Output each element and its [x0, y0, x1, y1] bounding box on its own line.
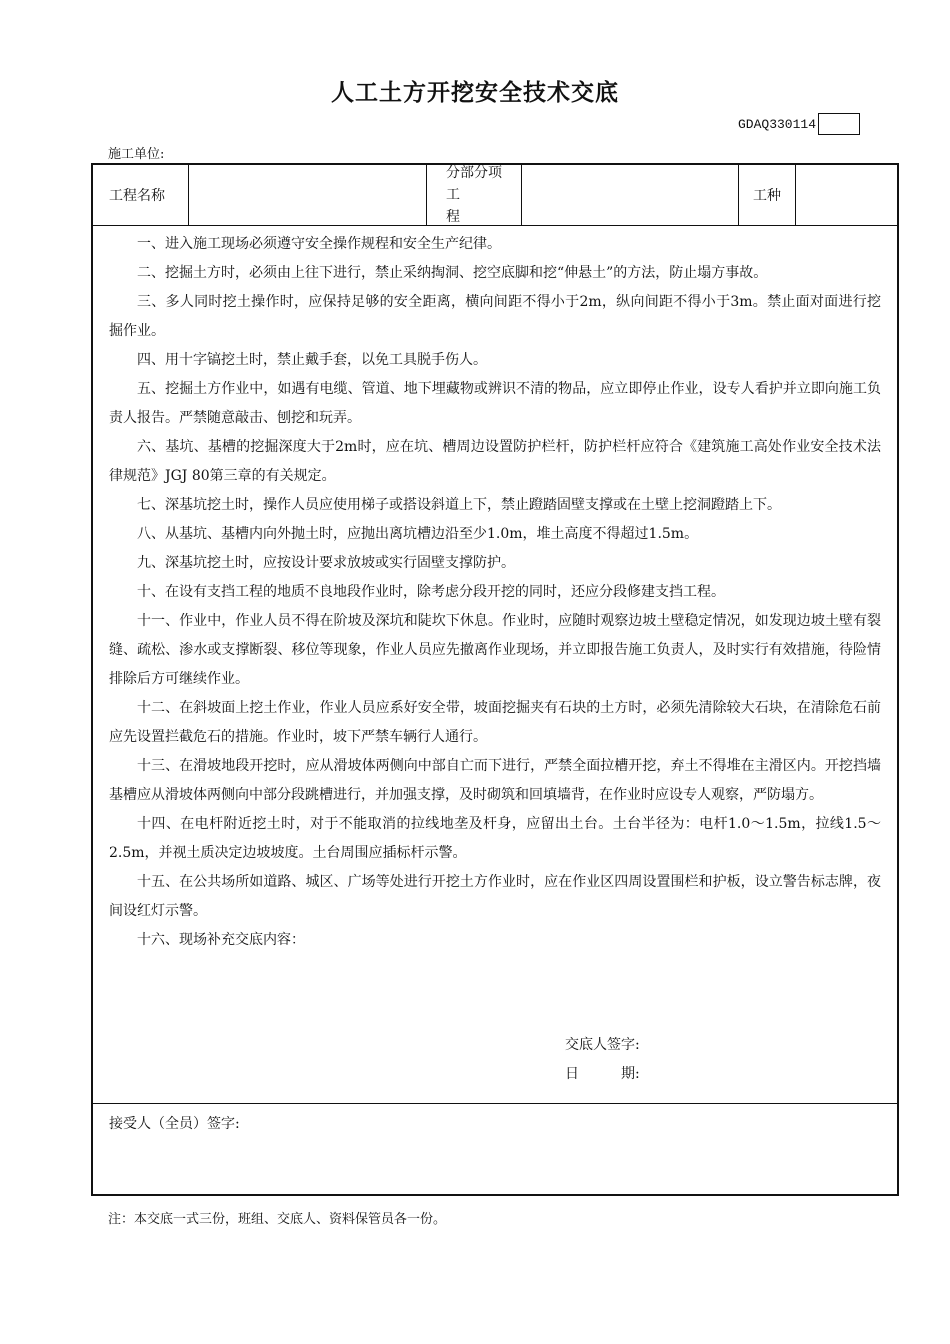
sub-project-label-line2: 工程 [446, 187, 487, 225]
disclosure-item-6: 六、基坑、基槽的挖掘深度大于2m时，应在坑、槽周边设置防护栏杆，防护栏杆应符合《建筑施工高处作业安全技术法律规范》JGJ 80第三章的有关规定。 [109, 439, 881, 484]
document-title: 人工土方开挖安全技术交底 [331, 80, 619, 106]
disclosure-item-4: 四、用十字镐挖土时，禁止戴手套，以免工具脱手伤人。 [137, 352, 487, 368]
sub-project-label-line1: 分部分项 [446, 165, 502, 181]
disclosure-item-8: 八、从基坑、基槽内向外抛土时，应抛出离坑槽边沿至少1.0m，堆土高度不得超过1.5m。 [137, 526, 699, 542]
disclosure-item-16: 十六、现场补充交底内容： [137, 932, 305, 948]
disclosure-item-15: 十五、在公共场所如道路、城区、广场等处进行开挖土方作业时，应在作业区四周设置围栏和护板，设立警告标志牌，夜间设红灯示警。 [109, 874, 881, 919]
header-row [93, 165, 897, 226]
document-code-row [738, 114, 860, 134]
project-name-label: 工程名称 [93, 165, 189, 225]
disclosure-item-11: 十一、作业中，作业人员不得在阶坡及深坑和陡坎下休息。作业时，应随时观察边坡土壁稳定情况，如发现边坡土壁有裂缝、疏松、渗水或支撑断裂、移位等现象，作业人员应先撤离作业现场，并立即报告施工负责人，及时实行有效措施，待险情排除后方可继续作业。 [109, 613, 881, 687]
disclosure-content [93, 226, 897, 1104]
discloser-signature-label: 交底人签字: [565, 1037, 640, 1053]
footer-note: 注：本交底一式三份，班组、交底人、资料保管员各一份。 [108, 1212, 447, 1227]
trade-label: 工种 [739, 165, 796, 225]
sub-project-label [427, 165, 522, 225]
disclosure-item-10: 十、在设有支挡工程的地质不良地段作业时，除考虑分段开挖的同时，还应分段修建支挡工程。 [137, 584, 725, 600]
construction-unit-label: 施工单位: [108, 147, 165, 162]
trade-value [796, 165, 897, 225]
disclosure-item-1: 一、进入施工现场必须遵守安全操作规程和安全生产纪律。 [137, 236, 501, 252]
project-name-value [189, 165, 427, 225]
disclosure-form [91, 163, 899, 1196]
disclosure-item-9: 九、深基坑挖土时，应按设计要求放坡或实行固壁支撑防护。 [137, 555, 515, 571]
document-code-box [818, 113, 860, 135]
disclosure-item-14: 十四、在电杆附近挖土时，对于不能取消的拉线地垄及杆身，应留出土台。土台半径为：电杆1.0～1.5m，拉线1.5～2.5m，并视土质决定边坡坡度。土台周围应插标杆示警。 [109, 816, 881, 861]
acceptor-signature-label: 接受人（全员）签字: [109, 1116, 240, 1132]
document-code: GDAQ330114 [738, 116, 817, 132]
disclosure-item-12: 十二、在斜坡面上挖土作业，作业人员应系好安全带，坡面挖掘夹有石块的土方时，必须先清除较大石块，在清除危石前应先设置拦截危石的措施。作业时，坡下严禁车辆行人通行。 [109, 700, 881, 745]
sub-project-value [522, 165, 739, 225]
disclosure-item-3: 三、多人同时挖土操作时，应保持足够的安全距离，横向间距不得小于2m，纵向间距不得小于3m。禁止面对面进行挖掘作业。 [109, 294, 881, 339]
disclosure-item-7: 七、深基坑挖土时，操作人员应使用梯子或搭设斜道上下，禁止蹬踏固壁支撑或在土壁上挖洞蹬踏上下。 [137, 497, 781, 513]
signature-block [565, 1031, 640, 1089]
disclosure-item-5: 五、挖掘土方作业中，如遇有电缆、管道、地下埋藏物或辨识不清的物品，应立即停止作业，设专人看护并立即向施工负责人报告。严禁随意敲击、刨挖和玩弄。 [109, 381, 881, 426]
date-label: 日 期: [565, 1066, 640, 1082]
disclosure-item-13: 十三、在滑坡地段开挖时，应从滑坡体两侧向中部自亡而下进行，严禁全面拉槽开挖，弃土不得堆在主滑区内。开挖挡墙基槽应从滑坡体两侧向中部分段跳槽进行，并加强支撑，及时砌筑和回填墙背，在作业时应设专人观察，严防塌方。 [109, 758, 881, 803]
disclosure-item-2: 二、挖掘土方时，必须由上往下进行，禁止采纳掏洞、挖空底脚和挖“伸悬土”的方法，防止塌方事故。 [137, 265, 768, 281]
